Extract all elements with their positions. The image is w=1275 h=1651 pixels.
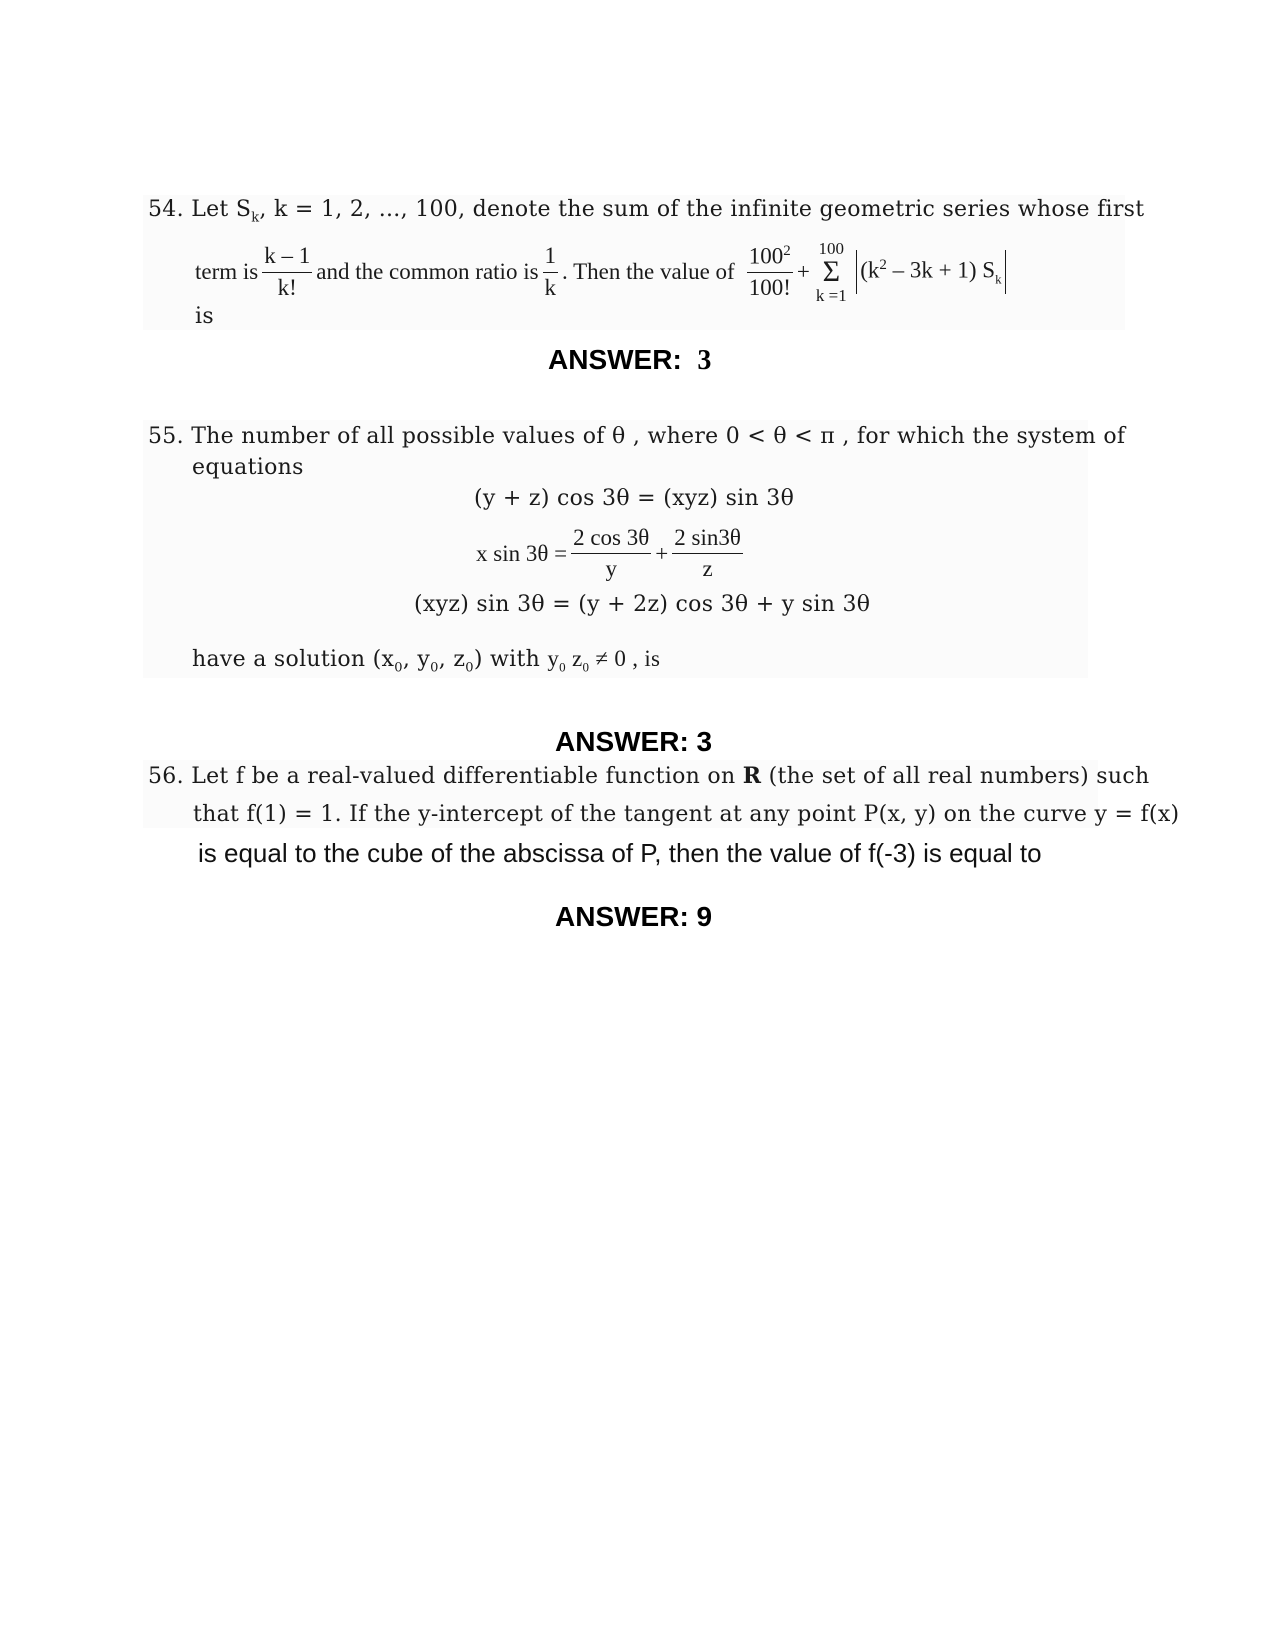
fraction-common-ratio: $\frac{1}{k}$ [544,243,557,300]
question-number: 55. [148,424,184,449]
question-number: 54. [148,197,184,222]
equation-2: x sin 3θ = $\frac{2 \cos 3\theta}{y}$ + $\frac{2 \sin 3\theta}{z}$ [476,525,741,582]
fraction-cos: $\frac{2 \cos 3\theta}{y}$ [573,525,650,582]
fraction-sin: $\frac{2 \sin 3\theta}{z}$ [674,525,741,582]
question-54-line1: 54. Let $S_k$, k = 1, 2, ..., 100, denote the sum of the infinite geometric series whose first [148,197,1145,226]
question-number: 56. [148,764,184,789]
answer-56: ANSWER: 9 [555,901,713,932]
question-56-line2: that f(1) = 1. If the y-intercept of the tangent at any point P(x, y) on the curve y = f(x) [193,802,1180,827]
question-56-line3: is equal to the cube of the abscissa of P, then the value of f(-3) is equal to [198,838,1042,868]
question-55-line1: 55. The number of all possible values of θ , where 0 < θ < π , for which the system of [148,424,1126,449]
question-54-line2: term is $\frac{k - 1}{k!}$ and the common ratio is $\frac{1}{k}$ . Then the value of $\frac{100^2}{100!}$ + 100 Σ k =1 $(k^2 - 3k + 1)$ $S_k$ [195,240,1009,304]
answer-55: ANSWER: 3 [555,726,713,757]
answer-54: ANSWER: 3 [548,344,712,376]
question-56-line1: 56. Let f be a real-valued differentiable function on R (the set of all real numbers) such [148,763,1150,789]
fraction-first-term: $\frac{k - 1}{k!}$ [264,243,311,300]
equation-3: (xyz) sin 3θ = (y + 2z) cos 3θ + y sin 3θ [414,592,871,617]
fraction-100-squared: $\frac{100^2}{100!}$ [748,242,791,300]
question-55-last-line: have a solution ($x_0$, $y_0$, $z_0$) with $y_0$ $z_0 \ne 0$ , is [192,646,661,676]
question-54-line3: is [195,304,214,329]
abs-bar-right [1005,250,1007,294]
summation-symbol: 100 Σ k =1 [815,239,847,305]
absolute-expression: $(k^2 - 3k + 1)$ $S_k$ [860,256,1002,287]
equation-1: (y + z) cos 3θ = (xyz) sin 3θ [474,486,795,511]
question-55-line2: equations [192,455,304,480]
abs-bar-left [856,250,858,294]
